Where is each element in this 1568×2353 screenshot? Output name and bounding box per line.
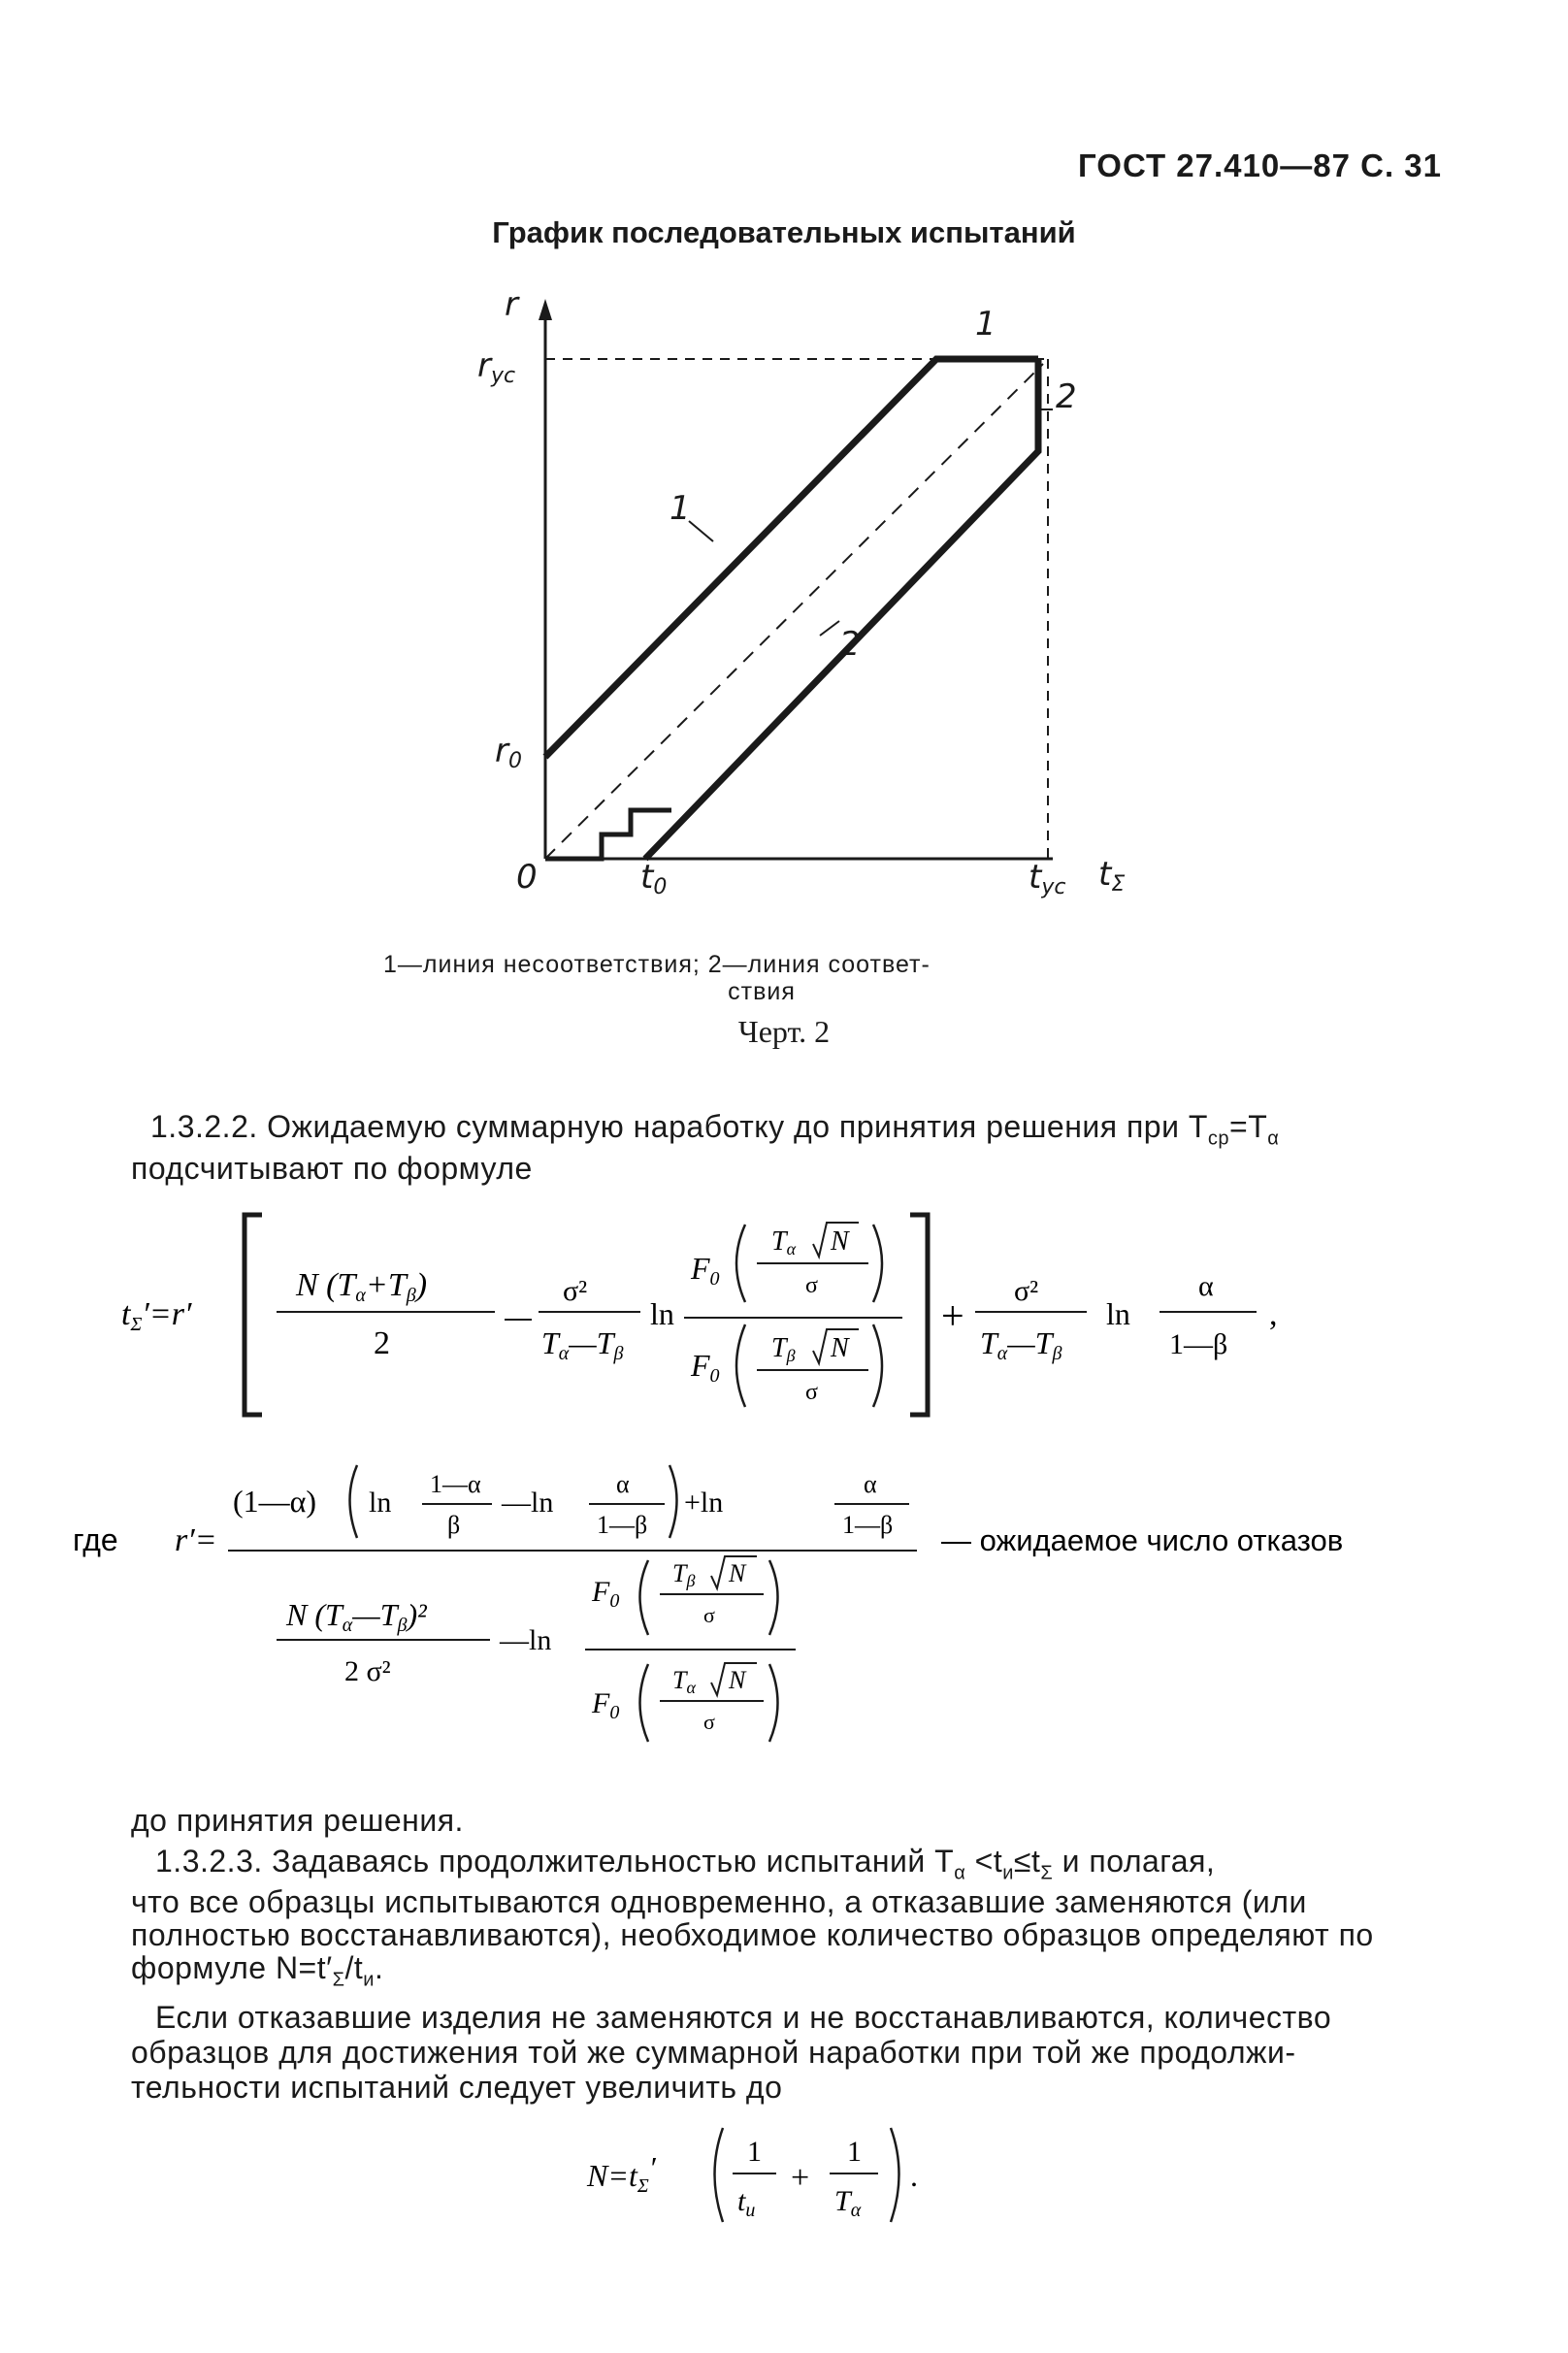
line-1-mid-label: 1 [670,489,691,528]
svg-text:.: . [910,2158,918,2193]
t0-label: t0 [640,858,668,899]
line-2-right-label: 2 [1056,377,1077,416]
svg-text:σ: σ [703,1710,715,1734]
caption-line2: ствия [728,978,796,1005]
label-1-leader [689,521,713,541]
label-2-leader [820,621,839,636]
y-r0-label: r0 [495,732,522,773]
svg-text:N: N [831,1333,849,1363]
svg-text:—ln: —ln [500,1624,552,1656]
origin-label: 0 [516,858,538,897]
svg-text:ln: ln [369,1487,392,1519]
formula-r-prime [73,1446,1451,1795]
para-last-line3: тельности испытаний следует увеличить до [131,2070,783,2105]
svg-text:F0: $F_0$ [592,1687,620,1723]
right-bracket [910,1215,928,1415]
svg-text:N: N [831,1226,849,1257]
formula-n [582,2110,1019,2237]
svg-text:1: 1 [747,2136,762,2168]
svg-text:α: α [616,1470,630,1498]
svg-text:ln: ln [1106,1296,1130,1331]
svg-text:Tα—Tβ: Tα—Tβ [541,1325,624,1364]
svg-text:N (Tα—Tβ)²: N (Tα—Tβ)² [286,1597,427,1636]
para-until-decision: до принятия решения. [131,1803,464,1838]
figure-caption [383,951,1140,1005]
svg-text:N: N [729,1559,746,1587]
formula-t-sigma [97,1203,1455,1426]
svg-text:1—β: 1—β [842,1511,894,1539]
svg-text:r′=: r′= [175,1522,217,1558]
svg-text:tΣ′=r′: tΣ′=r′ [121,1296,192,1335]
page-header: ГОСТ 27.410—87 С. 31 [1078,147,1442,183]
svg-text:σ²: σ² [1014,1275,1039,1307]
svg-text:Tβ: Tβ [672,1559,696,1590]
left-bracket [245,1215,262,1415]
section-1322-line1: 1.3.2.2. Ожидаемую суммарную наработку до принятия решения при $T_{ср}=T_\alpha$ [150,1109,1280,1150]
section-1322-line2: подсчитывают по формуле [131,1151,533,1186]
svg-text:— ожидаемое число отказов: — ожидаемое число отказов [941,1523,1344,1557]
nonconformance-line [545,359,1038,757]
svg-text:1—β: 1—β [1169,1328,1228,1360]
line-1-top-label: 1 [975,305,996,343]
svg-text:где: где [73,1522,118,1557]
svg-text:2 σ²: 2 σ² [344,1655,391,1687]
svg-text:F0: $F_0$ [592,1576,620,1612]
svg-text:ln: ln [650,1296,674,1331]
svg-text:F0: F0 [691,1251,720,1290]
svg-text:N: N [729,1666,746,1694]
svg-text:F0: F0 [691,1348,720,1387]
svg-text:Tα: $T_\alpha$ [834,2185,862,2221]
svg-text:σ: σ [805,1380,818,1405]
svg-text:+: + [791,2160,810,2196]
svg-text:+ln: +ln [684,1487,724,1519]
svg-text:N=tΣ′: N=tΣ′ [587,2150,656,2197]
svg-text:σ: σ [805,1273,818,1298]
para-last-line2: образцов для достижения той же суммарной наработки при той же продолжи- [131,2035,1296,2070]
y-axis-arrow [539,299,552,320]
svg-text:Tα: Tα [771,1226,797,1258]
svg-text:(1—α): (1—α) [233,1484,317,1519]
svg-text:α: α [864,1470,877,1498]
svg-text:Tβ: Tβ [771,1333,796,1365]
svg-text:1—α: 1—α [430,1470,481,1498]
section-1323-line2: что все образцы испытываются одновременно, а отказавшие заменяются (или [131,1884,1307,1919]
svg-text:tи: $t_и$ [737,2185,756,2221]
figure-title: График последовательных испытаний [492,215,1076,249]
svg-text:+: + [941,1294,964,1339]
figure-number: Черт. 2 [737,1014,831,1049]
y-axis-label: r [505,291,518,324]
svg-text:,: , [1269,1296,1278,1332]
svg-text:Tα: Tα [672,1666,696,1697]
dashed-diagonal [545,364,1043,859]
svg-text:—ln: —ln [502,1487,554,1519]
section-1323-line1: 1.3.2.3. Задаваясь продолжительностью испытаний $T_\alpha <t_и\le t_\Sigma$ и полагая, [155,1844,1216,1884]
svg-text:1—β: 1—β [597,1511,648,1539]
conformance-line [645,359,1038,859]
svg-text:α: α [1198,1270,1214,1302]
section-1323-line4: формуле $N=t'_\Sigma/t_и$. [131,1950,384,1991]
svg-text:σ²: σ² [563,1275,588,1307]
line-2-mid-label: 2 [839,625,861,664]
y-top-label: rус [477,346,516,388]
sequential-test-chart [446,291,1184,912]
tyc-label: tус [1029,858,1066,899]
svg-text:Tα—Tβ: Tα—Tβ [980,1325,1062,1364]
x-axis-label: tΣ [1098,855,1126,897]
svg-text:1: 1 [847,2136,862,2168]
para-last-line1: Если отказавшие изделия не заменяются и не восстанавливаются, количество [155,2000,1332,2035]
svg-text:2: 2 [374,1325,390,1361]
section-1323-line3: полностью восстанавливаются), необходимое количество образцов определяют по [131,1917,1374,1952]
svg-text:β: β [447,1511,461,1539]
svg-text:N (Tα+Tβ): N (Tα+Tβ) [296,1267,428,1306]
svg-text:σ: σ [703,1603,715,1627]
caption-line1: 1—линия несоответствия; 2—линия соответ- [383,951,931,978]
